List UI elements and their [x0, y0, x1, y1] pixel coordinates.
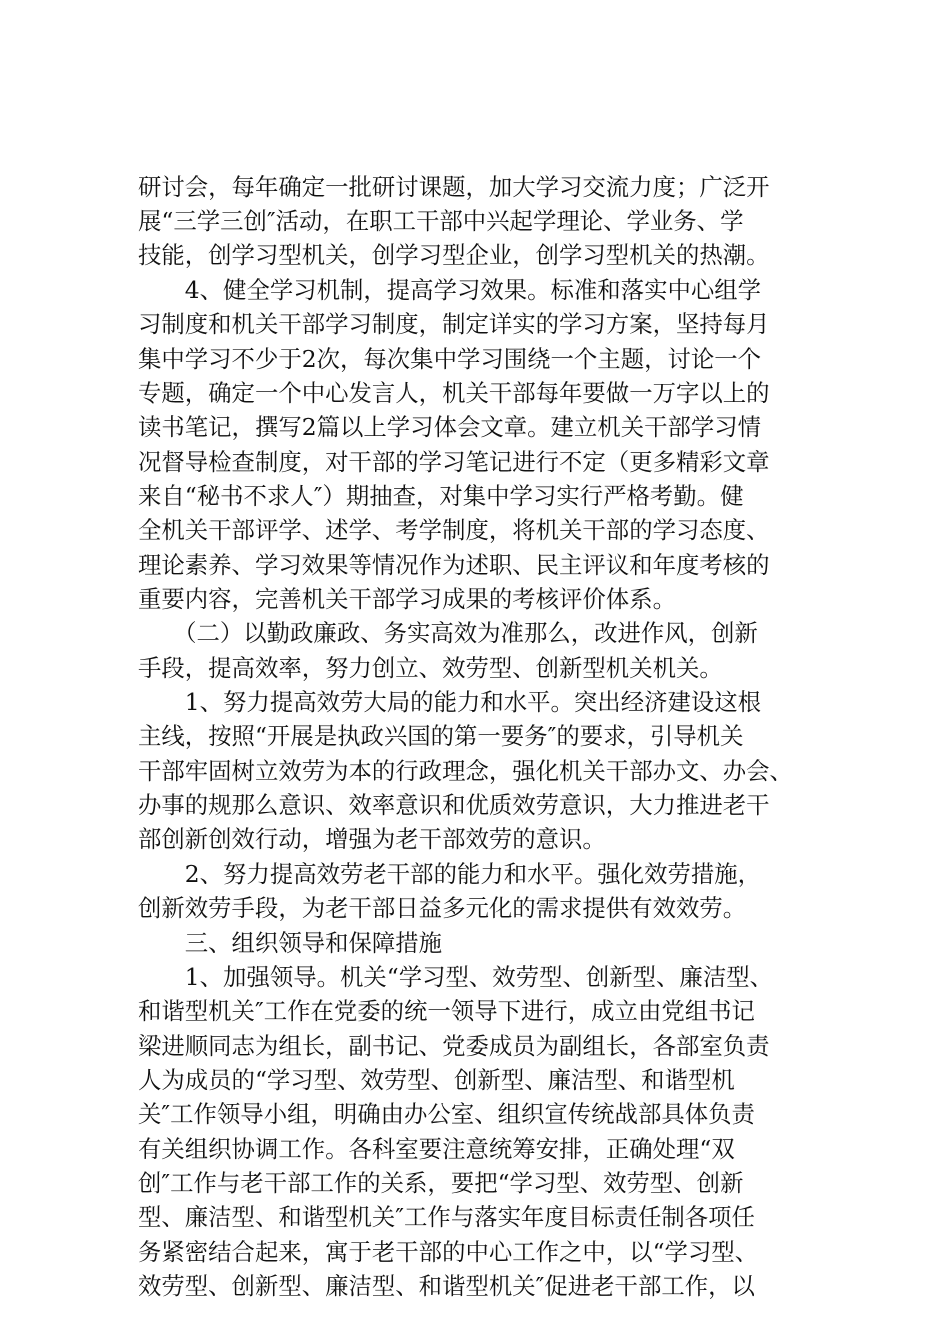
text-line: 手段，提高效率，努力创立、效劳型、创新型机关机关。	[138, 654, 723, 682]
text-line: 研讨会，每年确定一批研讨课题，加大学习交流力度；广泛开	[138, 173, 770, 201]
text-line: 集中学习不少于2次，每次集中学习围绕一个主题，讨论一个	[138, 345, 762, 373]
text-line: 人为成员的“学习型、效劳型、创新型、廉洁型、和谐型机	[138, 1066, 735, 1094]
text-line: 2、努力提高效劳老干部的能力和水平。强化效劳措施，	[138, 860, 762, 888]
text-line: 展“三学三创″活动，在职工干部中兴起学理论、学业务、学	[138, 207, 744, 235]
text-line: 部创新创效行动，增强为老干部效劳的意识。	[138, 825, 606, 853]
text-line: 1、努力提高效劳大局的能力和水平。突出经济建设这根	[138, 688, 762, 716]
text-line: 有关组织协调工作。各科室要注意统筹安排，正确处理“双	[138, 1135, 735, 1163]
text-line: 型、廉洁型、和谐型机关″工作与落实年度目标责任制各项任	[138, 1203, 755, 1231]
text-line: 办事的规那么意识、效率意识和优质效劳意识，大力推进老干	[138, 791, 770, 819]
text-line: 创新效劳手段，为老干部日益多元化的需求提供有效效劳。	[138, 894, 747, 922]
text-line: 来自“秘书不求人″）期抽查，对集中学习实行严格考勤。健	[138, 482, 744, 510]
text-line: 理论素养、学习效果等情况作为述职、民主评议和年度考核的	[138, 551, 770, 579]
text-line: 梁进顺同志为组长，副书记、党委成员为副组长，各部室负责	[138, 1032, 770, 1060]
text-line: 读书笔记，撰写2篇以上学习体会文章。建立机关干部学习情	[138, 413, 762, 441]
text-line: 干部牢固树立效劳为本的行政理念，强化机关干部办文、办会、	[138, 757, 793, 785]
text-line: 和谐型机关″工作在党委的统一领导下进行，成立由党组书记	[138, 997, 755, 1025]
text-line: 三、组织领导和保障措施	[138, 929, 443, 957]
text-line: （二）以勤政廉政、务实高效为准那么，改进作风，创新	[138, 619, 758, 647]
text-line: 全机关干部评学、述学、考学制度，将机关干部的学习态度、	[138, 516, 770, 544]
text-line: 重要内容，完善机关干部学习成果的考核评价体系。	[138, 585, 676, 613]
text-line: 务紧密结合起来，寓于老干部的中心工作之中，以“学习型、	[138, 1238, 759, 1266]
text-line: 创″工作与老干部工作的关系，要把“学习型、效劳型、创新	[138, 1169, 744, 1197]
text-line: 技能，创学习型机关，创学习型企业，创学习型机关的热潮。	[138, 241, 770, 269]
text-line: 况督导检查制度，对干部的学习笔记进行不定（更多精彩文章	[138, 448, 770, 476]
text-line: 4、健全学习机制，提高学习效果。标准和落实中心组学	[138, 276, 762, 304]
text-line: 习制度和机关干部学习制度，制定详实的学习方案，坚持每月	[138, 310, 770, 338]
text-line: 主线，按照“开展是执政兴国的第一要务″的要求，引导机关	[138, 722, 744, 750]
text-line: 效劳型、创新型、廉洁型、和谐型机关″促进老干部工作，以	[138, 1272, 755, 1300]
text-line: 关″工作领导小组，明确由办公室、组织宣传统战部具体负责	[138, 1100, 755, 1128]
text-line: 1、加强领导。机关“学习型、效劳型、创新型、廉洁型、	[138, 963, 773, 991]
text-line: 专题，确定一个中心发言人，机关干部每年要做一万字以上的	[138, 379, 770, 407]
